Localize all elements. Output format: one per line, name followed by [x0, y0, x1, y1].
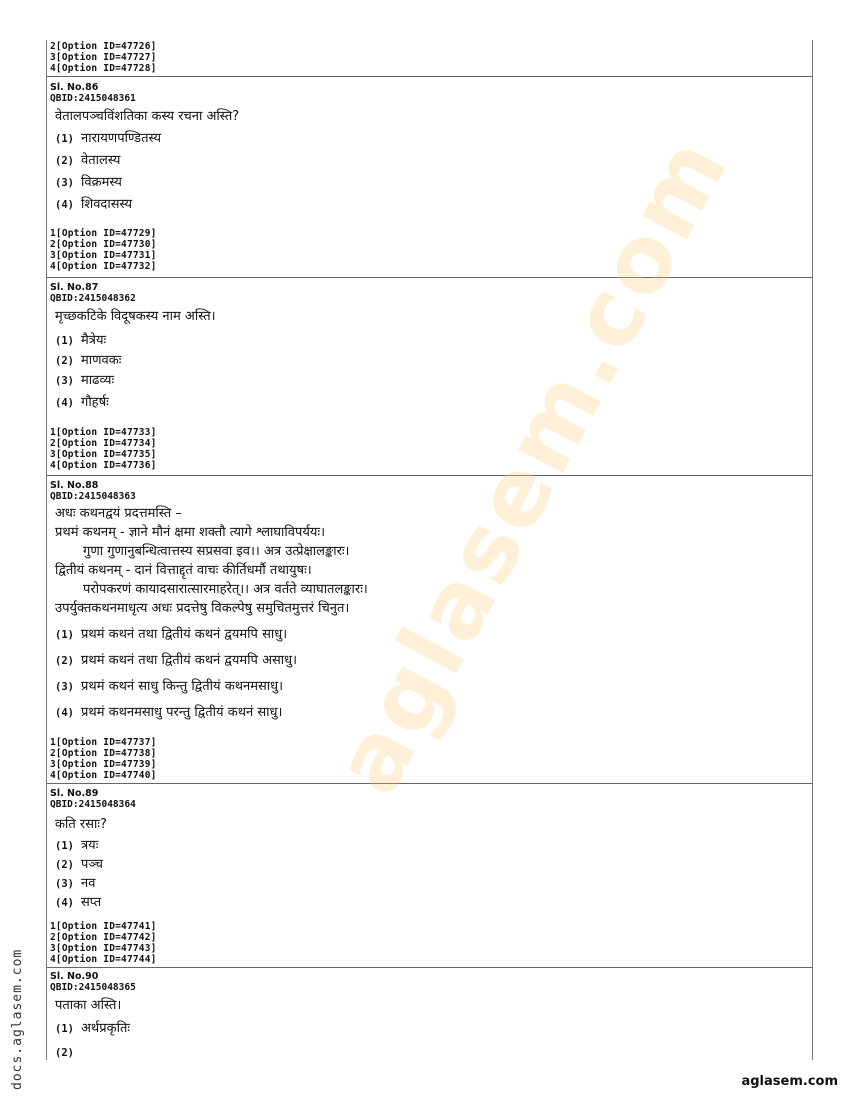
question-text-line: द्वितीयं कथनम् - दानं वित्ताद्दृतं वाचः कीर्तिधर्मौ तथायुषः।	[55, 563, 312, 578]
option-id: 1[Option ID=47737]	[50, 737, 157, 748]
option-id: 3[Option ID=47739]	[50, 759, 157, 770]
question-bank-id: QBID:2415048364	[50, 799, 136, 810]
option-text: प्रथमं कथनं तथा द्वितीयं कथनं द्वयमपि साधु।	[81, 627, 288, 642]
option-text: पञ्च	[81, 857, 103, 872]
option-number: (3)	[55, 681, 74, 693]
option-id: 2[Option ID=47742]	[50, 932, 157, 943]
option-text: विक्रमस्य	[81, 175, 122, 190]
option-id: 2[Option ID=47730]	[50, 239, 157, 250]
option-4[interactable]	[55, 704, 282, 722]
option-2[interactable]	[55, 856, 103, 874]
divider	[47, 475, 812, 476]
option-id: 2[Option ID=47734]	[50, 438, 157, 449]
serial-number: Sl. No.87	[50, 282, 99, 293]
option-1[interactable]	[55, 332, 106, 350]
option-number: (2)	[55, 155, 74, 167]
option-3[interactable]	[55, 174, 122, 192]
question-text: पताका अस्ति।	[55, 998, 122, 1013]
option-number: (3)	[55, 177, 74, 189]
serial-number: Sl. No.90	[50, 971, 99, 982]
option-id: 2[Option ID=47738]	[50, 748, 157, 759]
option-id: 3[Option ID=47727]	[50, 52, 157, 63]
option-number: (3)	[55, 375, 74, 387]
option-text: सप्त	[81, 895, 102, 910]
option-text: प्रथमं कथनं साधु किन्तु द्वितीयं कथनमसाधु।	[81, 679, 284, 694]
watermark: aglasem.com	[313, 118, 750, 811]
option-number: (4)	[55, 897, 74, 909]
option-id: 1[Option ID=47741]	[50, 921, 157, 932]
option-2[interactable]	[55, 1044, 81, 1062]
option-id: 3[Option ID=47731]	[50, 250, 157, 261]
divider	[47, 967, 812, 968]
option-number: (2)	[55, 859, 74, 871]
option-number: (2)	[55, 355, 74, 367]
question-text: वेतालपञ्चविंशतिका कस्य रचना अस्ति?	[55, 109, 240, 124]
option-1[interactable]	[55, 626, 287, 644]
serial-number: Sl. No.89	[50, 788, 99, 799]
option-text: मैत्रेयः	[81, 333, 107, 348]
option-number: (1)	[55, 1023, 74, 1035]
option-id: 3[Option ID=47743]	[50, 943, 157, 954]
question-text-line: प्रथमं कथनम् - ज्ञाने मौनं क्षमा शक्तौ त्यागे श्लाघाविपर्ययः।	[55, 525, 326, 540]
question-text-line: अधः कथनद्वयं प्रदत्तमस्ति –	[55, 506, 182, 521]
option-id: 4[Option ID=47744]	[50, 954, 157, 965]
option-id: 2[Option ID=47726]	[50, 41, 157, 52]
divider	[47, 277, 812, 278]
question-text-line: गुणा गुणानुबन्धित्वात्तस्य सप्रसवा इव।। अत्र उत्प्रेक्षालङ्कारः।	[83, 544, 350, 559]
option-3[interactable]	[55, 678, 283, 696]
option-number: (2)	[55, 1047, 74, 1059]
option-text: माणवकः	[81, 353, 122, 368]
option-text: वेतालस्य	[81, 153, 121, 168]
question-bank-id: QBID:2415048362	[50, 293, 136, 304]
option-text: नारायणपण्डितस्य	[81, 131, 162, 146]
question-text: कति रसाः?	[55, 817, 107, 832]
option-4[interactable]	[55, 196, 132, 214]
option-text: त्रयः	[81, 838, 99, 853]
option-1[interactable]	[55, 130, 161, 148]
option-number: (4)	[55, 707, 74, 719]
option-text: प्रथमं कथनं तथा द्वितीयं कथनं द्वयमपि असाधु।	[81, 653, 298, 668]
option-2[interactable]	[55, 352, 121, 370]
option-number: (1)	[55, 335, 74, 347]
question-text-line: परोपकरणं कायादसारात्सारमाहरेत्।। अत्र वर्तते व्याघातलङ्कारः।	[83, 582, 368, 597]
option-text: गौहर्षः	[81, 395, 109, 410]
option-text: नव	[81, 876, 96, 891]
option-2[interactable]	[55, 152, 120, 170]
option-id: 4[Option ID=47740]	[50, 770, 157, 781]
option-id: 4[Option ID=47736]	[50, 460, 157, 471]
side-watermark-text: docs.aglasem.com	[10, 948, 25, 1090]
question-bank-id: QBID:2415048363	[50, 491, 136, 502]
option-1[interactable]	[55, 1020, 130, 1038]
option-1[interactable]	[55, 837, 98, 855]
option-text: शिवदासस्य	[81, 197, 133, 212]
serial-number: Sl. No.86	[50, 82, 99, 93]
option-text: प्रथमं कथनमसाधु परन्तु द्वितीयं कथनं साधु।	[81, 705, 283, 720]
option-3[interactable]	[55, 875, 95, 893]
question-text: मृच्छकटिके विदूषकस्य नाम अस्ति।	[55, 309, 216, 324]
option-number: (1)	[55, 840, 74, 852]
footer-brand[interactable]: aglasem.com	[741, 1074, 838, 1089]
option-number: (2)	[55, 655, 74, 667]
option-id: 1[Option ID=47733]	[50, 427, 157, 438]
option-id: 4[Option ID=47728]	[50, 63, 157, 74]
option-number: (4)	[55, 199, 74, 211]
option-number: (1)	[55, 133, 74, 145]
option-4[interactable]	[55, 394, 109, 412]
divider	[47, 783, 812, 784]
option-id: 1[Option ID=47729]	[50, 228, 157, 239]
divider	[47, 76, 812, 77]
option-4[interactable]	[55, 894, 101, 912]
serial-number: Sl. No.88	[50, 480, 99, 491]
option-text: अर्थप्रकृतिः	[81, 1021, 131, 1036]
option-id: 4[Option ID=47732]	[50, 261, 157, 272]
question-text-line: उपर्युक्तकथनमाधृत्य अधः प्रदत्तेषु विकल्पेषु समुचितमुत्तरं चिनुत।	[55, 601, 350, 616]
option-number: (4)	[55, 397, 74, 409]
exam-page	[46, 40, 813, 1060]
option-number: (3)	[55, 878, 74, 890]
option-2[interactable]	[55, 652, 297, 670]
option-text: माढव्यः	[81, 373, 115, 388]
option-3[interactable]	[55, 372, 114, 390]
option-id: 3[Option ID=47735]	[50, 449, 157, 460]
option-number: (1)	[55, 629, 74, 641]
question-bank-id: QBID:2415048365	[50, 982, 136, 993]
question-bank-id: QBID:2415048361	[50, 93, 136, 104]
